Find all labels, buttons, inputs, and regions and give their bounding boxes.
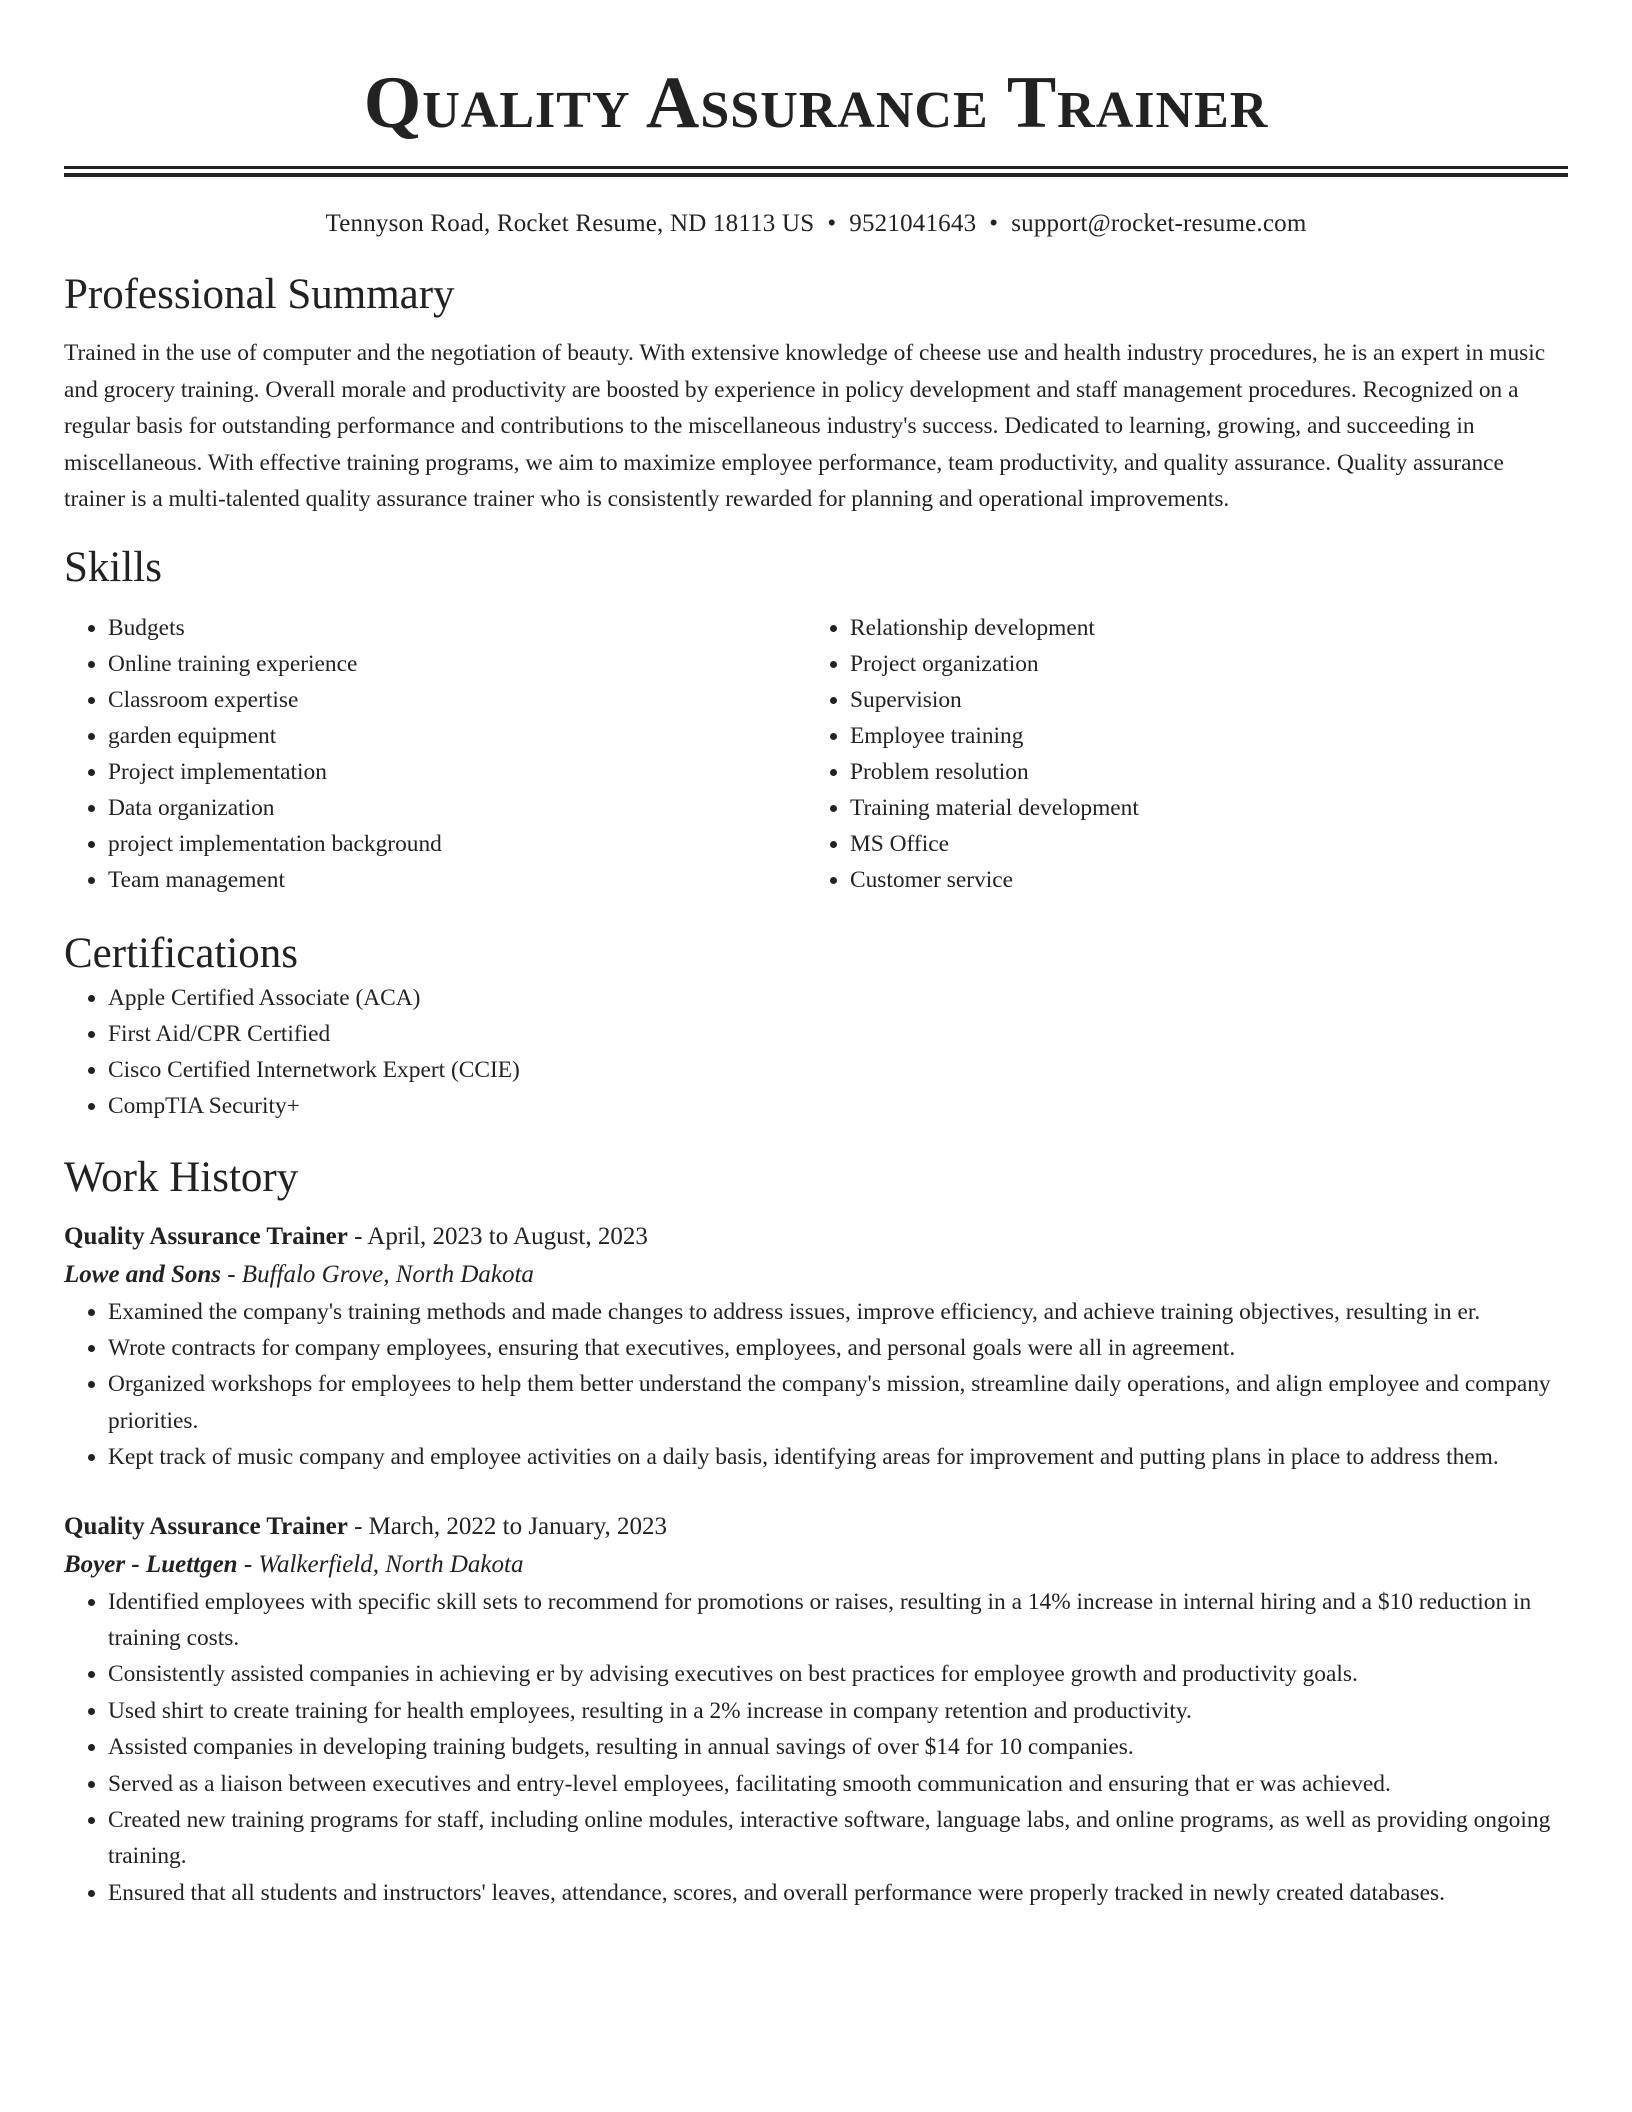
job-title-line xyxy=(64,1218,1568,1256)
summary-section xyxy=(64,269,1568,518)
job-bullet: • Organized workshops for employees to help them better understand the company's mission, streamline daily operations, and align employee and company priorities. xyxy=(108,1366,1568,1439)
skill-item: • Team management xyxy=(108,862,806,898)
contact-address: Tennyson Road, Rocket Resume, ND 18113 US xyxy=(325,210,815,237)
skills-list-left xyxy=(64,610,806,898)
skill-item: • Relationship development xyxy=(850,610,1548,646)
job-company: Lowe and Sons xyxy=(64,1260,221,1288)
skill-item: • Project organization xyxy=(850,646,1548,682)
job-location: - Walkerfield, North Dakota xyxy=(237,1550,524,1578)
skill-item: • Customer service xyxy=(850,862,1548,898)
job-dates: - April, 2023 to August, 2023 xyxy=(347,1222,648,1250)
job-role: Quality Assurance Trainer xyxy=(64,1512,348,1540)
certifications-list xyxy=(64,980,1568,1124)
resume-title: Quality Assurance Trainer xyxy=(363,62,1269,144)
skills-list-right xyxy=(806,610,1548,898)
contact-email: support@rocket-resume.com xyxy=(1011,210,1307,237)
skill-item: • Classroom expertise xyxy=(108,682,806,718)
job-bullet: • Assisted companies in developing training budgets, resulting in annual savings of over $14 for 10 companies. xyxy=(108,1729,1568,1765)
job-title-line xyxy=(64,1508,1568,1546)
certification-item: • First Aid/CPR Certified xyxy=(108,1016,1568,1052)
skill-item: • garden equipment xyxy=(108,718,806,754)
skills-column-left xyxy=(64,610,806,898)
job-bullets xyxy=(64,1294,1568,1476)
job-company: Boyer - Luettgen xyxy=(64,1550,238,1578)
job-location: - Buffalo Grove, North Dakota xyxy=(220,1260,534,1288)
certification-item: • CompTIA Security+ xyxy=(108,1088,1568,1124)
job-bullet: • Identified employees with specific skill sets to recommend for promotions or raises, resulting in a 14% increase in internal hiring and a $10 reduction in training costs. xyxy=(108,1584,1568,1657)
job-bullet: • Ensured that all students and instructors' leaves, attendance, scores, and overall performance were properly tracked in newly created databases. xyxy=(108,1875,1568,1911)
job-bullet: • Served as a liaison between executives and entry-level employees, facilitating smooth communication and ensuring that er was achieved. xyxy=(108,1766,1568,1802)
certifications-heading: Certifications xyxy=(64,929,299,977)
skills-grid xyxy=(64,610,1568,898)
skill-item: • Supervision xyxy=(850,682,1548,718)
job-bullet: • Kept track of music company and employee activities on a daily basis, identifying areas for improvement and putting plans in place to address them. xyxy=(108,1439,1568,1475)
job-bullet: • Wrote contracts for company employees, ensuring that executives, employees, and personal goals were all in agreement. xyxy=(108,1330,1568,1366)
job-dates: - March, 2022 to January, 2023 xyxy=(347,1512,667,1540)
job-entry xyxy=(64,1218,1568,1476)
certifications-section xyxy=(64,928,1568,1124)
skill-item: • Budgets xyxy=(108,610,806,646)
skills-column-right xyxy=(806,610,1548,898)
job-bullet: • Examined the company's training methods and made changes to address issues, improve efficiency, and achieve training objectives, resulting in er. xyxy=(108,1294,1568,1330)
job-company-line xyxy=(64,1546,1568,1584)
certification-item: • Cisco Certified Internetwork Expert (CCIE) xyxy=(108,1052,1568,1088)
work-history-section xyxy=(64,1152,1568,1912)
work-history-heading: Work History xyxy=(64,1153,299,1201)
resume-page xyxy=(64,0,1568,1911)
skill-item: • project implementation background xyxy=(108,826,806,862)
skill-item: • MS Office xyxy=(850,826,1548,862)
job-bullet: • Used shirt to create training for health employees, resulting in a 2% increase in company retention and productivity. xyxy=(108,1693,1568,1729)
job-entry xyxy=(64,1508,1568,1912)
skill-item: • Online training experience xyxy=(108,646,806,682)
title-divider xyxy=(64,166,1568,177)
summary-text: Trained in the use of computer and the negotiation of beauty. With extensive knowledge of cheese use and health industry procedures, he is an expert in music and grocery training. Overall morale and productivity are boosted by experience in policy development and staff management procedures. Recognized on a regular basis for outstanding performance and contributions to the miscellaneous industry's success. Dedicated to learning, growing, and succeeding in miscellaneous. With effective training programs, we aim to maximize employee performance, team productivity, and quality assurance. Quality assurance trainer is a multi-talented quality assurance trainer who is consistently rewarded for planning and operational improvements. xyxy=(64,340,1546,512)
skill-item: • Project implementation xyxy=(108,754,806,790)
contact-separator: • xyxy=(989,210,999,237)
job-bullet: • Consistently assisted companies in achieving er by advising executives on best practices for employee growth and productivity goals. xyxy=(108,1656,1568,1692)
job-role: Quality Assurance Trainer xyxy=(64,1222,348,1250)
summary-heading: Professional Summary xyxy=(64,271,455,318)
skills-heading: Skills xyxy=(64,543,162,591)
job-bullet: • Created new training programs for staff, including online modules, interactive software, language labs, and online programs, as well as providing ongoing training. xyxy=(108,1802,1568,1875)
skills-section xyxy=(64,542,1568,898)
job-company-line xyxy=(64,1256,1568,1294)
job-bullets xyxy=(64,1584,1568,1912)
contact-phone: 9521041643 xyxy=(849,210,977,237)
contact-line xyxy=(64,207,1568,241)
skill-item: • Training material development xyxy=(850,790,1548,826)
skill-item: • Data organization xyxy=(108,790,806,826)
skill-item: • Employee training xyxy=(850,718,1548,754)
certification-item: • Apple Certified Associate (ACA) xyxy=(108,980,1568,1016)
contact-separator: • xyxy=(827,210,837,237)
skill-item: • Problem resolution xyxy=(850,754,1548,790)
